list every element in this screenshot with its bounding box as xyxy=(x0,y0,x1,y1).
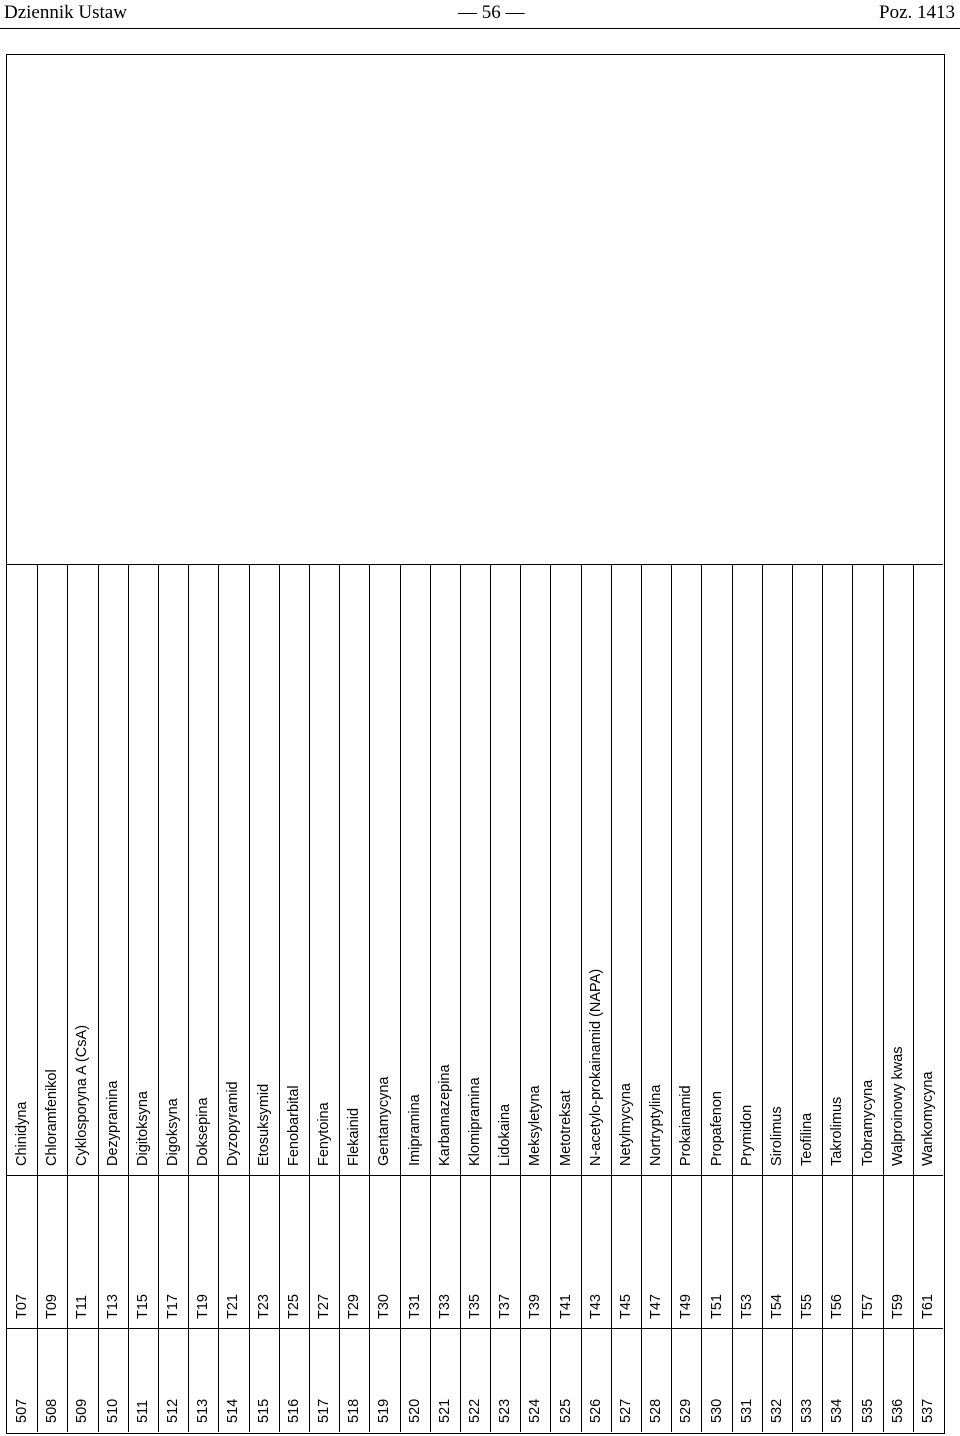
row-name: Propafenon xyxy=(708,1091,725,1166)
row-number: 534 xyxy=(829,1398,846,1423)
row-code: T37 xyxy=(497,1294,514,1319)
row-number: 515 xyxy=(255,1398,272,1423)
row-name: Wankomycyna xyxy=(919,1071,936,1166)
table-column-rule xyxy=(913,564,914,1432)
table-column-rule xyxy=(67,564,68,1432)
row-code: T17 xyxy=(165,1294,182,1319)
table-column-rule xyxy=(490,564,491,1432)
row-number: 536 xyxy=(889,1398,906,1423)
row-number: 520 xyxy=(406,1398,423,1423)
row-number: 509 xyxy=(74,1398,91,1423)
table-column-rule xyxy=(430,564,431,1432)
table-column-rule xyxy=(671,564,672,1432)
table-column-rule xyxy=(701,564,702,1432)
row-name: Walproinowy kwas xyxy=(889,1046,906,1166)
row-name: Imipramina xyxy=(406,1094,423,1166)
row-name: Tobramycyna xyxy=(859,1079,876,1166)
row-code: T07 xyxy=(14,1294,31,1319)
table-column-rule xyxy=(852,564,853,1432)
row-code: T47 xyxy=(648,1294,665,1319)
row-code: T51 xyxy=(708,1294,725,1319)
table-column-rule xyxy=(641,564,642,1432)
row-number: 519 xyxy=(376,1398,393,1423)
row-name: Fenobarbital xyxy=(285,1085,302,1166)
row-name: N-acetylo-prokainamid (NAPA) xyxy=(587,968,604,1166)
table-column-rule xyxy=(581,564,582,1432)
row-number: 518 xyxy=(346,1398,363,1423)
row-name: Chinidyna xyxy=(14,1101,31,1166)
row-number: 525 xyxy=(557,1398,574,1423)
row-number: 530 xyxy=(708,1398,725,1423)
rotated-table xyxy=(6,54,945,1434)
row-code: T53 xyxy=(738,1294,755,1319)
table-horizontal-rule xyxy=(7,1175,943,1176)
row-number: 537 xyxy=(919,1398,936,1423)
row-number: 508 xyxy=(44,1398,61,1423)
table-column-rule xyxy=(369,564,370,1432)
row-code: T13 xyxy=(104,1294,121,1319)
row-number: 516 xyxy=(285,1398,302,1423)
row-code: T25 xyxy=(285,1294,302,1319)
row-code: T39 xyxy=(527,1294,544,1319)
row-number: 531 xyxy=(738,1398,755,1423)
row-code: T56 xyxy=(829,1294,846,1319)
row-name: Digoksyna xyxy=(165,1098,182,1166)
row-code: T30 xyxy=(376,1294,393,1319)
row-code: T21 xyxy=(225,1294,242,1319)
header-rule xyxy=(0,28,960,29)
row-number: 514 xyxy=(225,1398,242,1423)
row-number: 524 xyxy=(527,1398,544,1423)
row-name: Sirolimus xyxy=(768,1106,785,1166)
row-code: T57 xyxy=(859,1294,876,1319)
row-code: T09 xyxy=(44,1294,61,1319)
row-name: Cyklosporyna A (CsA) xyxy=(74,1024,91,1166)
row-name: Gentamycyna xyxy=(376,1076,393,1166)
table-column-rule xyxy=(128,564,129,1432)
row-name: Fenytoina xyxy=(316,1102,333,1166)
row-code: T29 xyxy=(346,1294,363,1319)
row-code: T59 xyxy=(889,1294,906,1319)
row-number: 528 xyxy=(648,1398,665,1423)
table-column-rule xyxy=(158,564,159,1432)
row-number: 510 xyxy=(104,1398,121,1423)
journal-title: Dziennik Ustaw xyxy=(4,2,127,23)
row-number: 529 xyxy=(678,1398,695,1423)
row-name: Metotreksat xyxy=(557,1090,574,1166)
row-code: T61 xyxy=(919,1294,936,1319)
row-number: 512 xyxy=(165,1398,182,1423)
row-name: Etosuksymid xyxy=(255,1083,272,1166)
row-number: 526 xyxy=(587,1398,604,1423)
row-name: Flekainid xyxy=(346,1107,363,1166)
row-name: Teofilina xyxy=(799,1112,816,1166)
table-column-rule xyxy=(550,564,551,1432)
row-number: 517 xyxy=(316,1398,333,1423)
row-code: T35 xyxy=(467,1294,483,1319)
row-number: 511 xyxy=(134,1399,151,1423)
table-column-rule xyxy=(249,564,250,1432)
table-column-rule xyxy=(37,564,38,1432)
table-column-rule xyxy=(822,564,823,1432)
row-name: Netylmycyna xyxy=(617,1083,634,1166)
table-column-rule xyxy=(188,564,189,1432)
table-column-rule xyxy=(883,564,884,1432)
row-number: 533 xyxy=(799,1398,816,1423)
table-column-rule xyxy=(400,564,401,1432)
row-code: T45 xyxy=(617,1294,634,1319)
row-name: Doksepina xyxy=(195,1097,212,1166)
table-column-rule xyxy=(732,564,733,1432)
row-code: T15 xyxy=(134,1294,151,1319)
row-name: Dezypramina xyxy=(104,1080,121,1166)
row-code: T33 xyxy=(436,1294,453,1319)
row-name: Prokainamid xyxy=(678,1085,695,1166)
row-number: 507 xyxy=(14,1398,31,1423)
row-name: Prymidon xyxy=(738,1104,755,1166)
row-name: Lidokaina xyxy=(497,1103,514,1166)
table-horizontal-rule xyxy=(7,1328,943,1329)
row-number: 532 xyxy=(768,1398,785,1423)
row-code: T11 xyxy=(74,1295,91,1319)
table-column-rule xyxy=(98,564,99,1432)
row-name: Karbamazepina xyxy=(436,1064,453,1166)
row-code: T55 xyxy=(799,1294,816,1319)
row-name: Chloramfenikol xyxy=(44,1069,61,1166)
row-number: 527 xyxy=(617,1398,634,1423)
table-horizontal-rule xyxy=(7,564,943,565)
row-number: 513 xyxy=(195,1398,212,1423)
table-column-rule xyxy=(460,564,461,1432)
row-number: 523 xyxy=(497,1398,514,1423)
row-name: Digitoksyna xyxy=(134,1091,151,1166)
position-number: Poz. 1413 xyxy=(879,2,955,23)
row-code: T54 xyxy=(768,1294,785,1319)
row-number: 521 xyxy=(436,1398,453,1423)
table-column-rule xyxy=(611,564,612,1432)
page-number: — 56 — xyxy=(458,2,525,23)
row-number: 522 xyxy=(467,1398,483,1423)
table-column-rule xyxy=(218,564,219,1432)
row-name: Klomipramina xyxy=(467,1077,483,1166)
row-code: T31 xyxy=(406,1294,423,1319)
row-name: Meksyletyna xyxy=(527,1085,544,1166)
row-number: 535 xyxy=(859,1398,876,1423)
table-column-rule xyxy=(339,564,340,1432)
row-code: T23 xyxy=(255,1294,272,1319)
table-column-rule xyxy=(309,564,310,1432)
row-code: T49 xyxy=(678,1294,695,1319)
table-column-rule xyxy=(762,564,763,1432)
table-column-rule xyxy=(520,564,521,1432)
table-column-rule xyxy=(279,564,280,1432)
page-header xyxy=(0,0,960,28)
row-code: T19 xyxy=(195,1294,212,1319)
row-name: Nortryptylina xyxy=(648,1084,665,1166)
row-name: Dyzopyramid xyxy=(225,1081,242,1166)
row-code: T41 xyxy=(557,1294,574,1319)
row-name: Takrolimus xyxy=(829,1096,846,1166)
table-column-rule xyxy=(792,564,793,1432)
row-code: T43 xyxy=(587,1294,604,1319)
row-code: T27 xyxy=(316,1294,333,1319)
